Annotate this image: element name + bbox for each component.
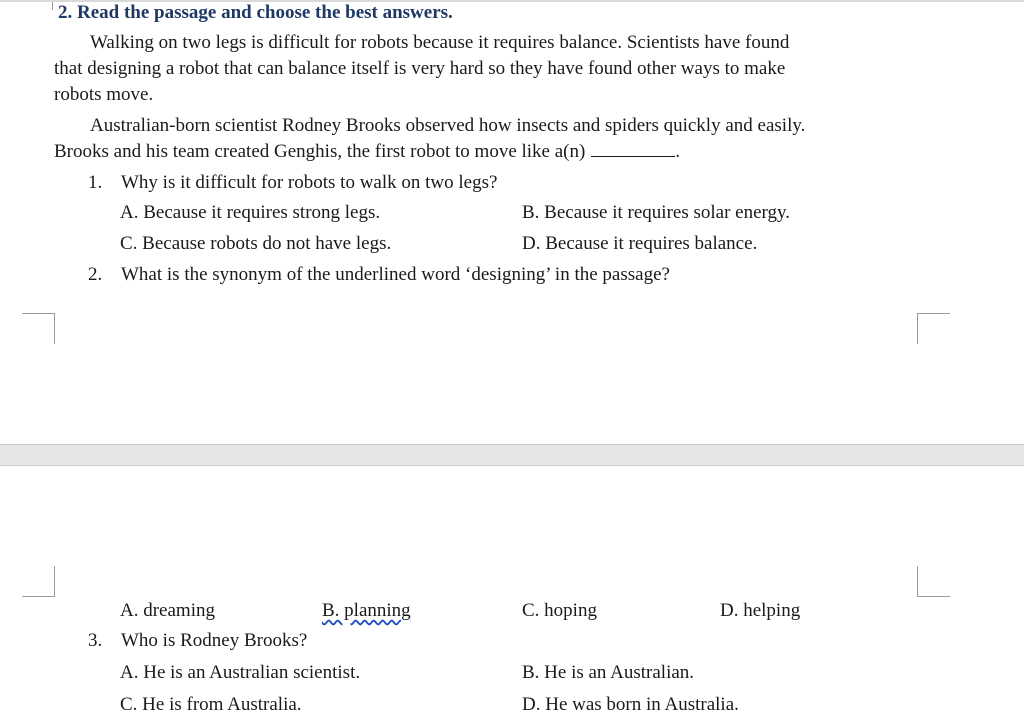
page-break-gap (0, 444, 1024, 466)
question-1-option-b[interactable]: B. Because it requires solar energy. (522, 202, 791, 223)
question-1-text: Why is it difficult for robots to walk on two legs? (121, 172, 498, 193)
passage-line-5 (54, 141, 680, 163)
section-heading: 2. Read the passage and choose the best answers. (58, 2, 453, 23)
passage-line-1: Walking on two legs is difficult for robots because it requires balance. Scientists have found (90, 32, 790, 53)
passage-line-5-end: . (675, 141, 681, 162)
question-2-option-b[interactable] (322, 600, 411, 622)
margin-corner-mark-bottom-left (22, 313, 55, 344)
margin-corner-mark-top-left (22, 566, 55, 597)
question-3-option-c[interactable]: C. He is from Australia. (120, 694, 302, 715)
passage-line-2: that designing a robot that can balance itself is very hard so they have found other ways to make (54, 58, 786, 79)
question-2-option-a[interactable]: A. dreaming (120, 600, 215, 621)
question-1-option-c[interactable]: C. Because robots do not have legs. (120, 233, 392, 254)
question-3-number: 3. (88, 630, 103, 651)
margin-corner-mark-top-right (917, 566, 950, 597)
question-2-number: 2. (88, 264, 103, 285)
question-1-number: 1. (88, 172, 103, 193)
margin-corner-mark-bottom-right (917, 313, 950, 344)
question-3-option-d[interactable]: D. He was born in Australia. (522, 694, 739, 715)
passage-line-4: Australian-born scientist Rodney Brooks observed how insects and spiders quickly and easily. (90, 115, 806, 136)
question-2-text: What is the synonym of the underlined word ‘designing’ in the passage? (121, 264, 670, 285)
passage-line-3: robots move. (54, 84, 154, 105)
document-page-2 (0, 466, 1024, 727)
question-2-option-b-text: B. planning (322, 600, 411, 621)
question-2-option-d[interactable]: D. helping (720, 600, 801, 621)
question-2-option-c[interactable]: C. hoping (522, 600, 597, 621)
passage-line-5-text: Brooks and his team created Genghis, the first robot to move like a(n) (54, 141, 586, 162)
question-3-text: Who is Rodney Brooks? (121, 630, 308, 651)
question-1-option-d[interactable]: D. Because it requires balance. (522, 233, 758, 254)
question-3-option-a[interactable]: A. He is an Australian scientist. (120, 662, 361, 683)
question-1-option-a[interactable]: A. Because it requires strong legs. (120, 202, 381, 223)
question-3-option-b[interactable]: B. He is an Australian. (522, 662, 695, 683)
answer-blank[interactable] (591, 141, 675, 157)
